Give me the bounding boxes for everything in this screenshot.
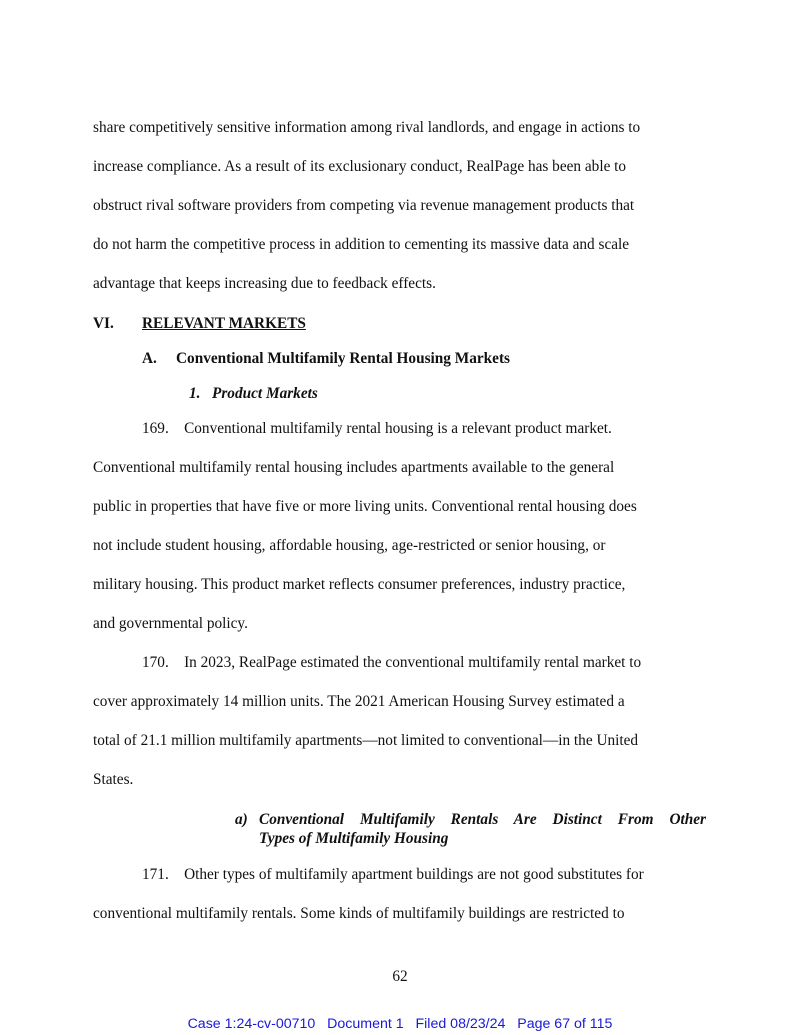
section-heading-vi [93, 314, 306, 334]
subsubsection-title: Product Markets [212, 385, 318, 402]
body-line: and governmental policy. [93, 615, 248, 632]
body-line: share competitively sensitive information among rival landlords, and engage in actions to [93, 119, 641, 136]
paragraph-169-first-line: 169. Conventional multifamily rental housing is a relevant product market. [142, 420, 612, 437]
subsection-heading-a [142, 349, 510, 369]
page-number: 62 [392, 968, 408, 985]
footer-document: Document 1 [327, 1016, 404, 1032]
body-line: not include student housing, affordable housing, age-restricted or senior housing, or [93, 537, 606, 554]
subsubsection-heading-1 [189, 384, 318, 404]
body-line: obstruct rival software providers from competing via revenue management products that [93, 197, 635, 214]
body-line: cover approximately 14 million units. The 2021 American Housing Survey estimated a [93, 693, 625, 710]
body-line: public in properties that have five or more living units. Conventional rental housing does [93, 498, 637, 515]
body-line: advantage that keeps increasing due to feedback effects. [93, 275, 436, 292]
footer-case: Case 1:24-cv-00710 [187, 1016, 316, 1032]
footer-filed: Filed 08/23/24 [415, 1016, 506, 1032]
case-footer [0, 1016, 800, 1032]
section-title: RELEVANT MARKETS [142, 315, 306, 332]
paragraph-171-first-line: 171. Other types of multifamily apartment buildings are not good substitutes for [142, 866, 644, 883]
sub-heading-a-line1: Conventional Multifamily Rentals Are Distinct From Other [259, 811, 706, 828]
body-line: conventional multifamily rentals. Some kinds of multifamily buildings are restricted to [93, 905, 625, 922]
sub-heading-a-letter: a) [235, 811, 248, 828]
subsubsection-number: 1. [189, 385, 201, 402]
body-line: do not harm the competitive process in addition to cementing its massive data and scale [93, 236, 630, 253]
body-line: Conventional multifamily rental housing includes apartments available to the general [93, 459, 615, 476]
body-line: increase compliance. As a result of its exclusionary conduct, RealPage has been able to [93, 158, 627, 175]
body-line: military housing. This product market reflects consumer preferences, industry practice, [93, 576, 626, 593]
body-line: total of 21.1 million multifamily apartments—not limited to conventional—in the United [93, 732, 639, 749]
subsection-letter: A. [142, 350, 157, 367]
body-line: States. [93, 771, 134, 788]
footer-page: Page 67 of 115 [517, 1016, 613, 1032]
section-number: VI. [93, 315, 114, 332]
subsection-title: Conventional Multifamily Rental Housing Markets [176, 350, 510, 367]
sub-heading-a-line2: Types of Multifamily Housing [259, 830, 449, 847]
paragraph-170-first-line: 170. In 2023, RealPage estimated the conventional multifamily rental market to [142, 654, 642, 671]
